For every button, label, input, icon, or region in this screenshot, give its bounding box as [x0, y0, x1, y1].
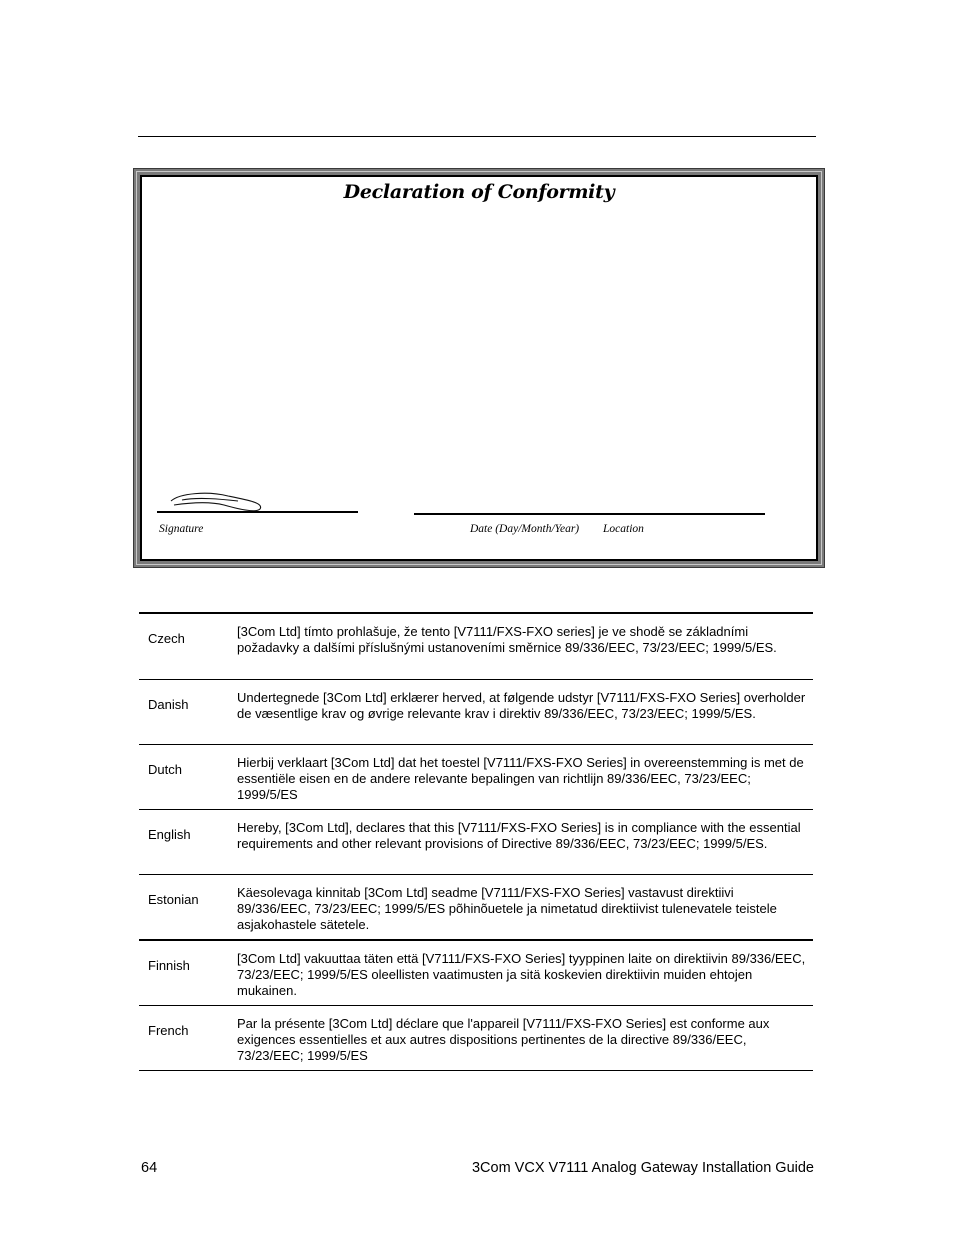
table-row [139, 875, 813, 941]
table-row [139, 614, 813, 680]
signature-line [157, 511, 358, 513]
declaration-text: Käesolevaga kinnitab [3Com Ltd] seadme [V7111/FXS-FXO Series] vastavust direktiivi 89/336/EEC, 73/23/EEC; 1999/5/ES põhinõuetele ja nimetatud direktiivist tulenevatele teistele asjakohastele sätetele. [237, 885, 777, 932]
declaration-text: Hierbij verklaart [3Com Ltd] dat het toestel [V7111/FXS-FXO Series] in overeenstemming is met de essentiële eisen en de andere relevante bepalingen van richtlijn 89/336/EEC, 73/23/EEC; 1999/5/ES [237, 755, 804, 802]
date-location-line [414, 513, 765, 515]
declaration-text: Undertegnede [3Com Ltd] erklærer herved, at følgende udstyr [V7111/FXS-FXO Series] overholder de væsentlige krav og øvrige relevante krav i direktiv 89/336/EEC, 73/23/EEC; 1999/5/ES. [237, 690, 806, 721]
page-number: 64 [141, 1160, 158, 1176]
declaration-text: Hereby, [3Com Ltd], declares that this [V7111/FXS-FXO Series] is in compliance with the essential requirements and other relevant provisions of Directive 89/336/EEC, 73/23/EEC; 1999/5/ES. [237, 820, 801, 851]
language-label: English [148, 827, 191, 842]
declaration-text: [3Com Ltd] vakuuttaa täten että [V7111/FXS-FXO Series] tyyppinen laite on direktiivin 89/336/EEC, 73/23/EEC; 1999/5/ES oleellisten vaatimusten ja sitä koskevien direktiivin muiden ehtojen mukainen. [237, 951, 806, 998]
location-caption: Location [603, 523, 644, 535]
date-caption: Date (Day/Month/Year) [470, 523, 580, 535]
declaration-document [140, 175, 818, 561]
language-label: Estonian [148, 892, 199, 907]
table-row [139, 745, 813, 810]
declaration-frame [133, 168, 825, 568]
table-row [139, 941, 813, 1006]
table-row [139, 680, 813, 745]
language-label: French [148, 1023, 189, 1038]
header-rule [138, 136, 816, 137]
signature-image [168, 487, 268, 513]
language-label: Czech [148, 631, 185, 646]
language-label: Danish [148, 697, 189, 712]
language-label: Dutch [148, 762, 182, 777]
declaration-text: Par la présente [3Com Ltd] déclare que l'appareil [V7111/FXS-FXO Series] est conforme aux exigences essentielles et aux autres dispositions pertinentes de la directive 89/336/EEC, 73/23/EEC; 1999/5/ES [237, 1016, 770, 1063]
footer-document-title: 3Com VCX V7111 Analog Gateway Installation Guide [471, 1160, 814, 1176]
language-label: Finnish [148, 958, 190, 973]
declaration-text: [3Com Ltd] tímto prohlašuje, že tento [V7111/FXS-FXO series] je ve shodě se základními požadavky a dalšími příslušnými ustanoveními směrnice 89/336/EEC, 73/23/EEC; 1999/5/ES. [237, 624, 777, 655]
table-row [139, 810, 813, 875]
language-declarations-table [139, 612, 813, 1071]
table-row [139, 1006, 813, 1071]
signature-caption: Signature [159, 523, 204, 535]
declaration-title: Declaration of Conformity [343, 181, 615, 203]
